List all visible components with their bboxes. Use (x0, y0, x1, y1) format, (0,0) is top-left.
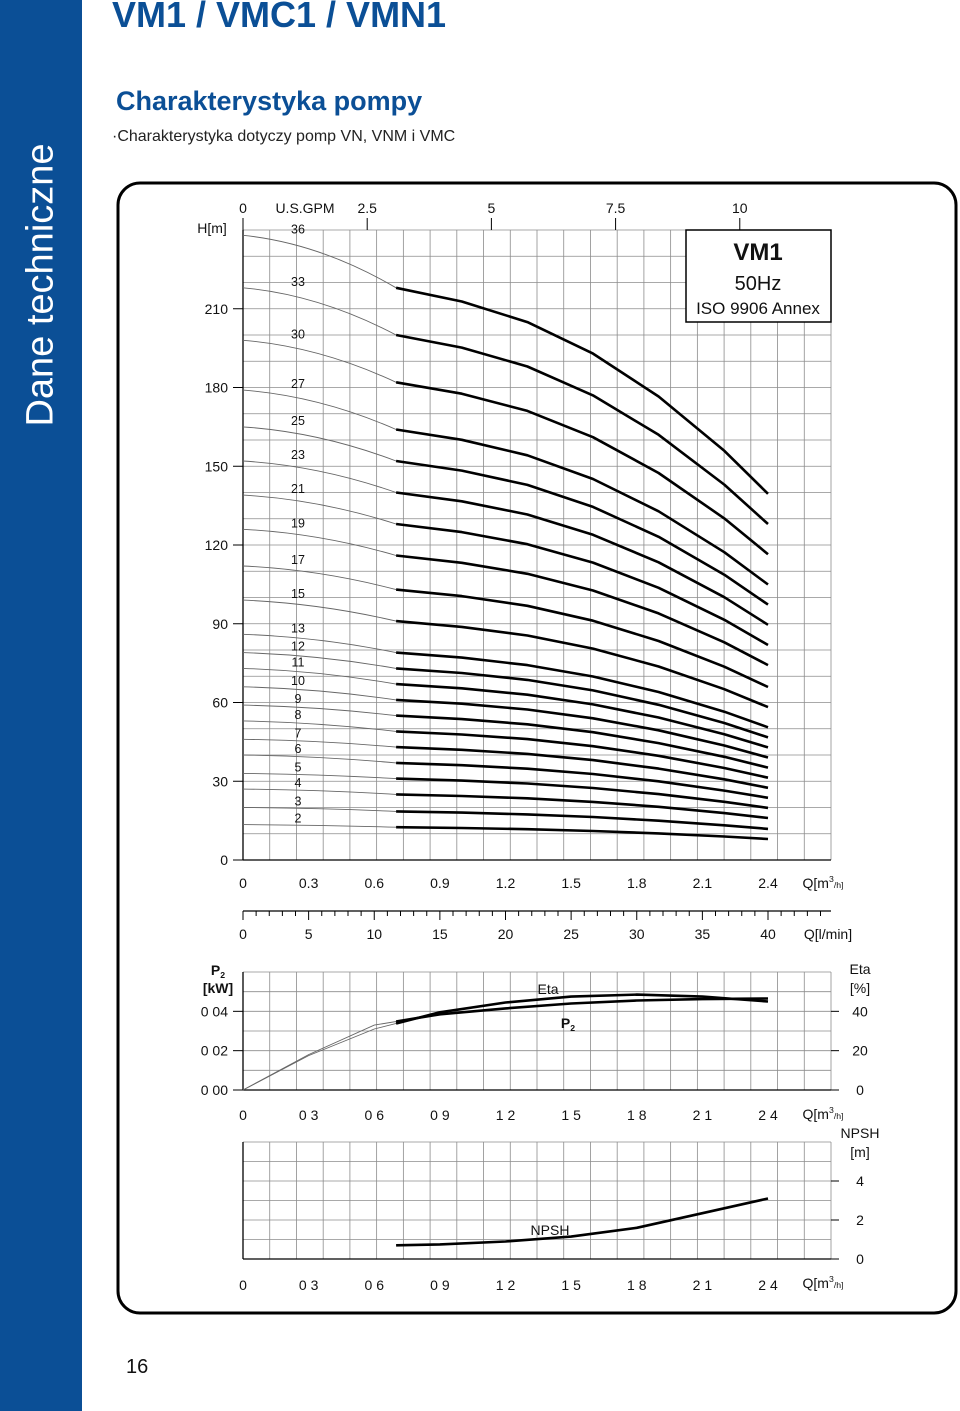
head-curve-4 (396, 794, 768, 818)
lmin-tick-label: 0 (239, 926, 247, 942)
eta-curve-label: Eta (537, 981, 559, 997)
legend-model: VM1 (733, 239, 783, 266)
head-curve-3 (396, 811, 768, 829)
npsh-x-tick-label: 0 (239, 1277, 247, 1293)
lmin-tick-label: 15 (432, 926, 448, 942)
eta-y-tick-label: 0 (856, 1082, 864, 1098)
lmin-tick-label: 10 (366, 926, 383, 942)
head-curve-label: 27 (291, 377, 305, 392)
power-y-label (211, 962, 225, 980)
power-x-tick-label: 1 5 (561, 1107, 581, 1123)
sidebar-label: Dane techniczne (19, 143, 62, 427)
head-curve-thin (243, 773, 396, 778)
eta-y-tick-label: 40 (852, 1003, 868, 1020)
head-curve-thin (243, 461, 396, 493)
head-x-axis-label-part: Q[m (802, 875, 829, 891)
head-curve-25 (396, 461, 768, 605)
head-x-tick-label: 2.1 (692, 875, 713, 891)
npsh-y-unit: [m] (850, 1144, 870, 1160)
note-bullet: · (112, 128, 118, 145)
power-x-axis-label (803, 1105, 844, 1122)
head-y-tick-label: 30 (212, 773, 228, 790)
legend-standard: ISO 9906 Annex (696, 299, 820, 318)
power-x-tick-label: 0 3 (298, 1107, 319, 1123)
head-curve-thin (243, 235, 396, 287)
head-curve-label: 21 (291, 482, 305, 497)
head-curve-thin (243, 721, 396, 732)
head-x-tick-label: 2.4 (758, 875, 778, 891)
head-x-tick-label: 1.8 (627, 875, 647, 891)
npsh-x-tick-label: 1 2 (495, 1277, 516, 1293)
npsh-x-axis-label-part: 3 (828, 1274, 834, 1284)
npsh-x-axis-label-part: Q[m (802, 1275, 829, 1291)
gpm-tick-label: 5 (487, 200, 496, 216)
head-curve-thin (243, 825, 396, 828)
head-curve-label: 13 (291, 621, 305, 636)
power-y-tick-label: 0 00 (200, 1082, 228, 1098)
head-curve-label: 5 (294, 760, 302, 775)
lmin-tick-label: 30 (628, 926, 645, 942)
head-curve-thin (243, 653, 396, 669)
head-curve-thin (243, 288, 396, 335)
p2-curve-label (561, 1015, 575, 1033)
power-x-tick-label: 1 2 (495, 1107, 516, 1123)
lmin-tick-label: 35 (694, 926, 711, 942)
p2-curve-label-part: P (560, 1015, 571, 1031)
power-x-tick-label: 2 4 (758, 1107, 778, 1123)
head-curve-thin (243, 739, 396, 747)
npsh-x-tick-label: 1 8 (627, 1277, 647, 1293)
head-y-tick-label: 90 (212, 615, 228, 632)
npsh-y-tick-label: 4 (856, 1173, 864, 1189)
power-x-tick-label: 0 9 (430, 1107, 450, 1123)
power-y-unit: [kW] (202, 980, 234, 996)
lmin-axis-label: Q[l/min] (803, 926, 853, 942)
head-curve-label: 17 (291, 553, 305, 567)
eta-y-label: Eta (849, 961, 871, 977)
head-curve-label: 3 (294, 794, 302, 809)
npsh-y-tick-label: 0 (856, 1251, 864, 1267)
head-curve-thin (243, 789, 396, 794)
npsh-x-tick-label: 2 4 (758, 1277, 778, 1293)
head-curve-thin (243, 705, 396, 716)
eta-y-unit: [%] (849, 980, 871, 996)
head-x-tick-label: 0.9 (430, 875, 450, 891)
lmin-tick-label: 5 (304, 926, 313, 942)
head-x-axis-label (803, 874, 844, 891)
head-curve-label: 12 (291, 639, 305, 654)
head-curve-label: 6 (294, 742, 302, 756)
head-curve-label: 23 (291, 448, 305, 462)
head-curve-label: 25 (291, 413, 305, 428)
head-curve-label: 2 (294, 811, 302, 826)
power-y-label-part: P (210, 962, 221, 978)
head-x-axis-label-part: 3 (828, 874, 834, 884)
head-curve-33 (396, 335, 768, 524)
head-curve-2 (396, 827, 768, 839)
head-curve-thin (243, 687, 396, 700)
page-number: 16 (126, 1356, 149, 1378)
power-x-axis-label-part: 3 (828, 1105, 834, 1115)
npsh-curve (396, 1199, 768, 1246)
head-curve-label: 19 (291, 516, 305, 531)
note-text: Charakterystyka dotyczy pomp VN, VNM i VMC (117, 128, 456, 145)
head-curve-label: 7 (294, 726, 302, 741)
head-curve-label: 8 (294, 707, 302, 722)
head-curve-thin (243, 600, 396, 621)
gpm-tick-label: 10 (731, 200, 748, 216)
head-x-tick-label: 1.2 (495, 875, 516, 891)
gpm-axis-label: U.S.GPM (275, 200, 335, 216)
lmin-tick-label: 40 (760, 926, 776, 942)
power-y-tick-label: 0 02 (200, 1042, 228, 1059)
legend-frequency: 50Hz (734, 273, 782, 295)
gpm-tick-label: 2.5 (357, 200, 377, 216)
head-curve-thin (243, 390, 396, 429)
head-y-tick-label: 180 (204, 379, 228, 396)
head-curve-label: 15 (291, 587, 305, 602)
head-x-axis-label-part: /h] (833, 880, 844, 890)
section-title: Charakterystyka pompy (116, 86, 423, 116)
p2-curve-thin (243, 999, 768, 1091)
gpm-tick-label: 7.5 (605, 200, 626, 216)
power-y-tick-label: 0 04 (200, 1003, 228, 1020)
gpm-tick-label: 0 (239, 200, 247, 216)
head-curve-label: 11 (291, 655, 305, 670)
npsh-x-tick-label: 0 6 (364, 1277, 384, 1293)
head-curve-thin (243, 495, 396, 524)
head-y-tick-label: 0 (220, 852, 228, 868)
power-x-tick-label: 0 6 (364, 1107, 384, 1123)
head-curve-15 (396, 621, 768, 707)
head-x-tick-label: 0 (239, 875, 247, 891)
lmin-tick-label: 25 (563, 926, 579, 942)
power-x-tick-label: 0 (239, 1107, 247, 1123)
head-x-tick-label: 0.6 (364, 875, 384, 891)
head-y-tick-label: 60 (212, 694, 228, 711)
p2-curve-label-part: 2 (570, 1023, 576, 1033)
head-curve-thin (243, 427, 396, 461)
eta-y-tick-label: 20 (852, 1042, 868, 1059)
power-x-axis-label-part: Q[m (802, 1106, 829, 1122)
npsh-x-tick-label: 1 5 (561, 1277, 581, 1293)
head-curve-19 (396, 556, 768, 666)
head-curve-label: 10 (291, 673, 305, 688)
head-curve-thin (243, 755, 396, 763)
head-curve-5 (396, 779, 768, 808)
npsh-curve-label: NPSH (530, 1222, 570, 1238)
page-title: VM1 / VMC1 / VMN1 (112, 0, 447, 35)
head-curve-label: 30 (291, 327, 305, 342)
power-y-label-part: 2 (220, 970, 226, 980)
npsh-x-axis-label-part: /h] (833, 1280, 844, 1290)
npsh-y-label: NPSH (840, 1125, 880, 1141)
head-y-tick-label: 150 (204, 458, 228, 475)
power-x-tick-label: 2 1 (692, 1107, 713, 1123)
head-y-tick-label: 120 (204, 537, 228, 553)
head-curve-label: 36 (291, 222, 305, 237)
head-x-tick-label: 1.5 (561, 875, 581, 891)
head-curve-thin (243, 529, 396, 555)
head-curve-thin (243, 808, 396, 812)
head-curve-label: 9 (294, 692, 302, 707)
power-x-tick-label: 1 8 (627, 1107, 647, 1123)
npsh-x-tick-label: 0 3 (298, 1277, 319, 1293)
npsh-y-tick-label: 2 (856, 1212, 864, 1228)
head-y-tick-label: 210 (204, 300, 228, 317)
head-x-tick-label: 0.3 (298, 875, 319, 891)
head-y-axis-label: H[m] (197, 220, 227, 236)
npsh-x-tick-label: 2 1 (692, 1277, 713, 1293)
lmin-tick-label: 20 (497, 926, 514, 942)
head-curve-label: 4 (294, 776, 302, 791)
npsh-x-axis-label (803, 1274, 844, 1291)
npsh-x-tick-label: 0 9 (430, 1277, 450, 1293)
head-curve-label: 33 (291, 274, 305, 289)
head-curve-thin (243, 566, 396, 590)
power-x-axis-label-part: /h] (833, 1111, 844, 1121)
